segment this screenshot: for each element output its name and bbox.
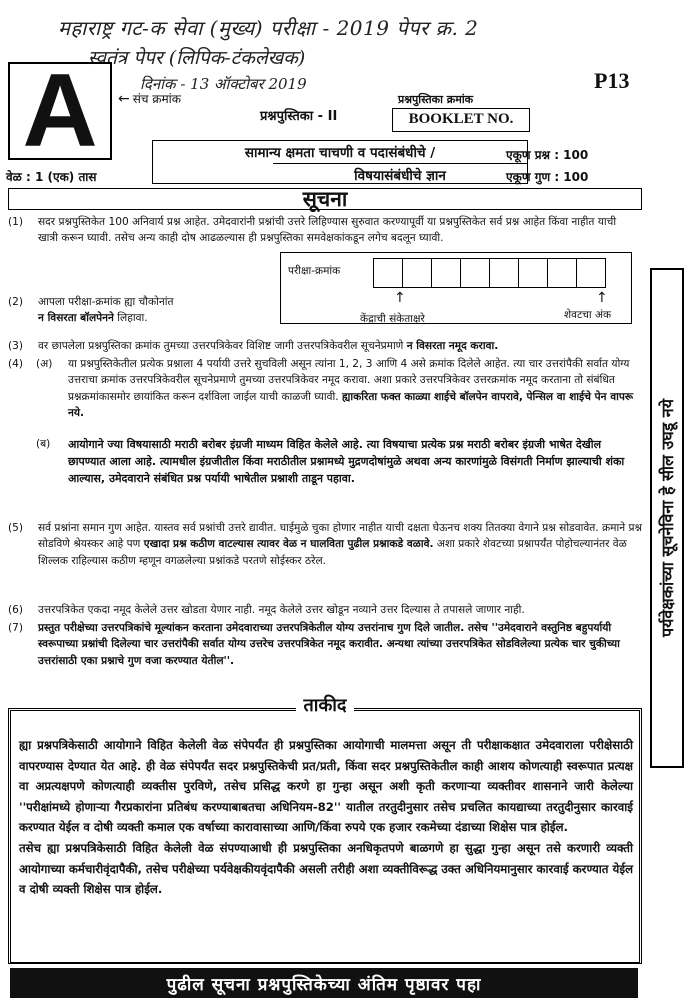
subject-line-1: सामान्य क्षमता चाचणी व पदासंबंधीचे / — [244, 145, 436, 161]
warning-paragraph-1: ह्या प्रश्नपत्रिकेसाठी आयोगाने विहित केलेली वेळ संपेपर्यंत ही प्रश्नपुस्तिका आयोगाची मालमत्ता असून ती परीक्षाकक्षात उमेदवाराला परीक्षेसाठी वापरण्यास देण्यात येत आहे. ही वेळ संपेपर्यंत सदर प्रश्नपुस्तिकेची प्रत/प्रती, किंवा सदर प्रश्नपुस्तिकेतील काही आशय कोणत्याही स्वरूपात प्रत्यक्ष वा अप्रत्यक्षपणे कोणत्याही व्यक्तीस पुरविणे, तसेच प्रसिद्ध करणे हा गुन्हा असून अशी कृती करणाऱ्या व्यक्तीवर शासनाने जारी केलेल्या ''परीक्षांमध्ये होणाऱ्या गैरप्रकारांना प्रतिबंध करण्याबाबतचा अधिनियम-82'' यातील तरतुदीनुसार तसेच प्रचलित कायद्याच्या तरतुदीनुसार कारवाई करण्यात येईल व दोषी व्यक्ती कमाल एक वर्षाच्या कारावासाच्या आणि/किंवा रुपये एक हजार रकमेच्या दंडाच्या शिक्षेस पात्र होईल. — [19, 738, 633, 835]
instruction-6 — [8, 602, 642, 618]
instructions-title: सूचना — [302, 187, 348, 211]
instruction-4a — [8, 356, 642, 422]
footer-bar — [10, 968, 638, 998]
roll-digit-cell[interactable] — [489, 258, 519, 288]
booklet-number-label: प्रश्नपुस्तिका क्रमांक — [398, 93, 474, 106]
handwritten-date: दिनांक - 13 ऑक्टोबर 2019 — [140, 75, 307, 93]
instruction-number: (6) — [8, 604, 24, 616]
instruction-2 — [8, 294, 642, 327]
exam-duration: वेळ : 1 (एक) तास — [6, 170, 97, 184]
seal-warning-strip — [650, 268, 684, 768]
instruction-number: (7) — [8, 622, 24, 634]
paper-code: P13 — [594, 68, 630, 93]
instructions-header — [8, 188, 642, 210]
instruction-text: प्रस्तुत परीक्षेच्या उत्तरपत्रिकांचे मूल्यांकन करताना उमेदवाराच्या उत्तरपत्रिकेतील योग्य उत्तरांनाच गुण दिले जातील. तसेच ''उमेदवाराने वस्तुनिष्ठ बहुपर्यायी स्वरूपाच्या प्रश्नांची दिलेल्या चार उत्तरांपैकी सर्वात योग्य उत्तरेच उत्तरपत्रिकेत नमूद करावीत. अन्यथा त्यांच्या उत्तरपत्रिकेत सोडविलेल्या प्रत्येक चार चुकीच्या उत्तरांसाठी एका प्रश्नाचे गुण वजा करण्यात येतील''. — [38, 622, 620, 667]
subject-box — [152, 140, 528, 184]
total-marks: एकूण गुण : 100 — [506, 170, 589, 184]
instruction-4b — [8, 436, 642, 487]
roll-number-cells — [374, 258, 606, 288]
instruction-1 — [8, 214, 642, 247]
instruction-emphasis: न विसरता नमूद करावा. — [406, 340, 499, 352]
instruction-7 — [8, 620, 642, 669]
instruction-number: (3) — [8, 340, 24, 352]
roll-digit-cell[interactable] — [373, 258, 403, 288]
roll-digit-cell[interactable] — [576, 258, 606, 288]
instruction-text: आयोगाने ज्या विषयासाठी मराठी बरोबर इंग्रजी माध्यम विहित केलेले आहे. त्या विषयाचा प्रत्येक प्रश्न मराठी बरोबर इंग्रजी भाषेत देखील छापण्यात आला आहे. त्यामधील इंग्रजीतील किंवा मराठीतील प्रश्नामध्ये मुद्रणदोषांमुळे अथवा अन्य कारणांमुळे विसंगती निर्माण झाल्याची शंका आल्यास, उमेदवाराने संबंधित प्रश्न पर्यायी भाषेतील प्रश्नाशी ताडून पहावा. — [68, 438, 625, 486]
warning-box — [8, 695, 642, 964]
instruction-text: या प्रश्नपुस्तिकेतील प्रत्येक प्रश्नाला 4 पर्यायी उत्तरे सुचविली असून त्यांना 1, 2, 3 आणि 4 असे क्रमांक दिलेले आहेत. त्या चार उत्तरांपैकी सर्वात योग्य उत्तराचा क्रमांक उत्तरपत्रिकेवरील सूचनेप्रमाणे तुमच्या उत्तरपत्रिकेवर नमूद करावा. अशा प्रकारे उत्तरपत्रिकेवर उत्तरक्रमांक नमूद करताना तो संबंधित प्रश्नक्रमांकासमोर छायांकित करून दर्शविला जाईल याची काळजी घ्यावी. — [68, 358, 630, 403]
instruction-text: सदर प्रश्नपुस्तिकेत 100 अनिवार्य प्रश्न आहेत. उमेदवारांनी प्रश्नांची उत्तरे लिहिण्यास सुरुवात करण्यापूर्वी या प्रश्नपुस्तिकेत सर्व प्रश्न आहेत किंवा नाहीत याची खात्री करून घ्यावी. तसेच अन्य काही दोष आढळल्यास ही प्रश्नपुस्तिका समवेक्षकांकडून लगेच बदलून घ्यावी. — [38, 216, 617, 245]
instruction-text: अशा प्रकारे शेवटच्या प्रश्नापर्यंत पोहोचल्यानंतर वेळ शिल्लक राहिल्यास कठीण म्हणून वगळलेल्या प्रश्नांकडे परतणे सोईस्कर ठरेल. — [38, 538, 627, 567]
instruction-3 — [8, 338, 642, 354]
roll-digit-cell[interactable] — [460, 258, 490, 288]
instruction-number: (5) — [8, 522, 24, 534]
roll-digit-cell[interactable] — [547, 258, 577, 288]
instruction-5 — [8, 520, 642, 569]
instruction-text: वर छापलेला प्रश्नपुस्तिका क्रमांक तुमच्या उत्तरपत्रिकेवर विशिष्ट जागी उत्तरपत्रिकेवरील सूचनेप्रमाणे — [38, 340, 404, 352]
set-letter: A — [22, 53, 98, 169]
instruction-emphasis: ह्याकरिता फक्त काळ्या शाईचे बॉलपेन वापरावे, पेन्सिल वा शाईचे पेन वापरू नये. — [68, 390, 634, 420]
footer-text: पुढील सूचना प्रश्नपुस्तिकेच्या अंतिम पृष्ठावर पहा — [166, 974, 482, 995]
up-arrow-icon: ↑ — [394, 290, 406, 306]
instruction-emphasis: न विसरता बॉलपेनने — [38, 312, 114, 325]
instruction-text: उत्तरपत्रिकेत एकदा नमूद केलेले उत्तर खोडता येणार नाही. नमूद केलेले उत्तर खोडून नव्याने उत्तर दिल्यास ते तपासले जाणार नाही. — [38, 604, 525, 616]
total-questions: एकूण प्रश्न : 100 — [506, 148, 589, 162]
instruction-number: (2) — [8, 296, 24, 308]
subject-line-2: विषयासंबंधीचे ज्ञान — [354, 168, 446, 184]
subject-divider — [273, 163, 527, 164]
roll-digit-cell[interactable] — [431, 258, 461, 288]
roll-digit-cell[interactable] — [518, 258, 548, 288]
instruction-number: (4) — [8, 358, 24, 370]
handwritten-paper-name: स्वतंत्र पेपर (लिपिक-टंकलेखक) — [88, 47, 306, 69]
instruction-emphasis: एखादा प्रश्न कठीण वाटल्यास त्यावर वेळ न घालविता पुढील प्रश्नाकडे वळावे. — [143, 538, 434, 551]
centre-code-label: केंद्राची संकेताक्षरे — [360, 313, 425, 325]
instruction-sub-number: (अ) — [36, 358, 53, 370]
handwritten-exam-title: महाराष्ट्र गट-क सेवा (मुख्य) परीक्षा - 2019 पेपर क्र. 2 — [58, 16, 479, 40]
instruction-number: (1) — [8, 216, 24, 228]
left-arrow-icon: ← — [118, 91, 130, 107]
instruction-text: लिहावा. — [117, 312, 148, 325]
set-letter-box — [8, 53, 112, 169]
booklet-part: प्रश्नपुस्तिका - II — [260, 109, 338, 124]
roll-digit-cell[interactable] — [402, 258, 432, 288]
roll-number-label: परीक्षा-क्रमांक — [288, 265, 341, 277]
warning-paragraph-2: तसेच ह्या प्रश्नपत्रिकेसाठी विहित केलेली वेळ संपण्याआधी ही प्रश्नपुस्तिका अनधिकृतपणे बाळगणे हा सुद्धा गुन्हा असून तसे करणारी व्यक्ती आयोगाच्या कर्मचारीवृंदापैकी, तसेच परीक्षेच्या पर्यवेक्षकीयवृंदापैकी असली तरीही अशा व्यक्तीविरूद्ध उक्त अधिनियमानुसार कारवाई करण्यात येईल व दोषी व्यक्ती शिक्षेस पात्र होईल. — [19, 840, 633, 897]
instruction-sub-number: (ब) — [36, 438, 51, 450]
up-arrow-icon: ↑ — [596, 290, 608, 306]
seal-warning-text: पर्यवेक्षकांच्या सूचनेविना हे सील उघडू नये — [658, 399, 677, 637]
instruction-text: सर्व प्रश्नांना समान गुण आहेत. यास्तव सर्व प्रश्नांची उत्तरे द्यावीत. घाईमुळे चुका होणार नाहीत याची दक्षता घेऊनच शक्य तितक्या वेगाने प्रश्न सोडवावेत. क्रमाने प्रश्न सोडविणे श्रेयस्कर आहे पण — [38, 522, 643, 551]
last-digit-label: शेवटचा अंक — [564, 309, 612, 321]
booklet-number-box: BOOKLET NO. — [392, 108, 530, 132]
set-code-label: ← संच क्रमांक — [118, 91, 181, 107]
warning-title: ताकीद — [296, 695, 355, 716]
instruction-text: आपला परीक्षा-क्रमांक ह्या चौकोनांत — [38, 296, 174, 308]
